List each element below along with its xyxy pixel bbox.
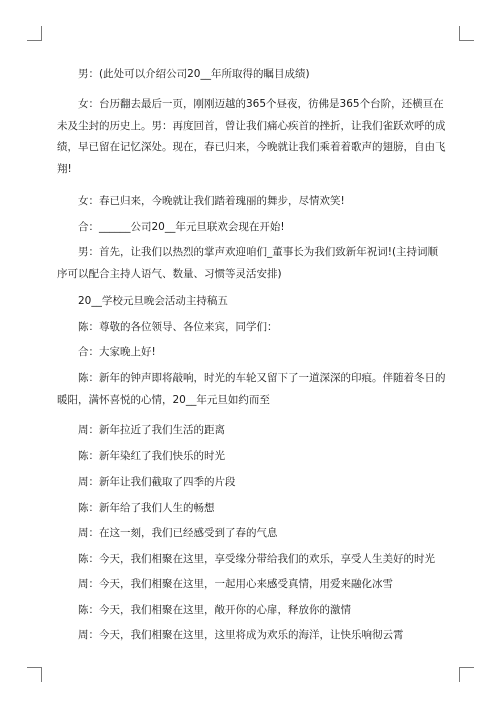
crop-mark-top-left [27, 26, 42, 41]
paragraph: 陈：新年的钟声即将敲响，时光的车轮又留下了一道深深的印痕。伴随着冬日的暖阳，满怀喜悦的心情，20__年元旦如约而至 [57, 372, 446, 406]
paragraph: 女：春已归来，今晚就让我们踏着瑰丽的舞步，尽情欢笑! [78, 195, 345, 207]
paragraph: 周：今天，我们相聚在这里，这里将成为欢乐的海洋，让快乐响彻云霄 [78, 629, 404, 641]
paragraph: 陈：今天，我们相聚在这里，享受缘分带给我们的欢乐，享受人生美好的时光 [78, 553, 435, 565]
paragraph: 陈：新年给了我们人生的畅想 [78, 502, 215, 514]
paragraph: 陈：新年染红了我们快乐的时光 [78, 450, 225, 462]
paragraph: 陈：今天，我们相聚在这里，敞开你的心扉，释放你的激情 [78, 604, 351, 616]
paragraph: 周：新年拉近了我们生活的距离 [78, 424, 225, 436]
paragraph: 周：今天，我们相聚在这里，一起用心来感受真情，用爱来融化冰雪 [78, 578, 393, 590]
paragraph: 合：大家晚上好! [78, 346, 156, 358]
crop-mark-top-right [459, 26, 474, 41]
paragraph: 男：首先，让我们以热烈的掌声欢迎咱们_董事长为我们致新年祝词!(主持词顺序可以配合主持人语气、数量、习惯等灵活安排) [57, 246, 439, 280]
paragraph: 周：新年让我们截取了四季的片段 [78, 476, 236, 488]
paragraph: 女：台历翻去最后一页，刚刚迈越的365个昼夜，彷佛是365个台阶，还横亘在未及尘封的历史上。男：再度回首，曾让我们痛心疾首的挫折，让我们雀跃欢呼的成绩，早已留在记忆深处。现在，春已归来，今晚就让我们乘着着歌声的翅膀，自由飞翔! [57, 98, 446, 175]
paragraph: 周：在这一刻，我们已经感受到了春的气息 [78, 527, 278, 539]
crop-mark-bottom-right [459, 667, 474, 682]
paragraph: 男：(此处可以介绍公司20__年所取得的瞩目成绩) [78, 68, 310, 80]
section-heading: 20__学校元旦晚会活动主持稿五 [78, 295, 228, 307]
paragraph: 合：______公司20__年元旦联欢会现在开始! [78, 221, 285, 233]
crop-mark-bottom-left [27, 667, 42, 682]
paragraph: 陈：尊敬的各位领导、各位来宾，同学们： [78, 321, 278, 333]
